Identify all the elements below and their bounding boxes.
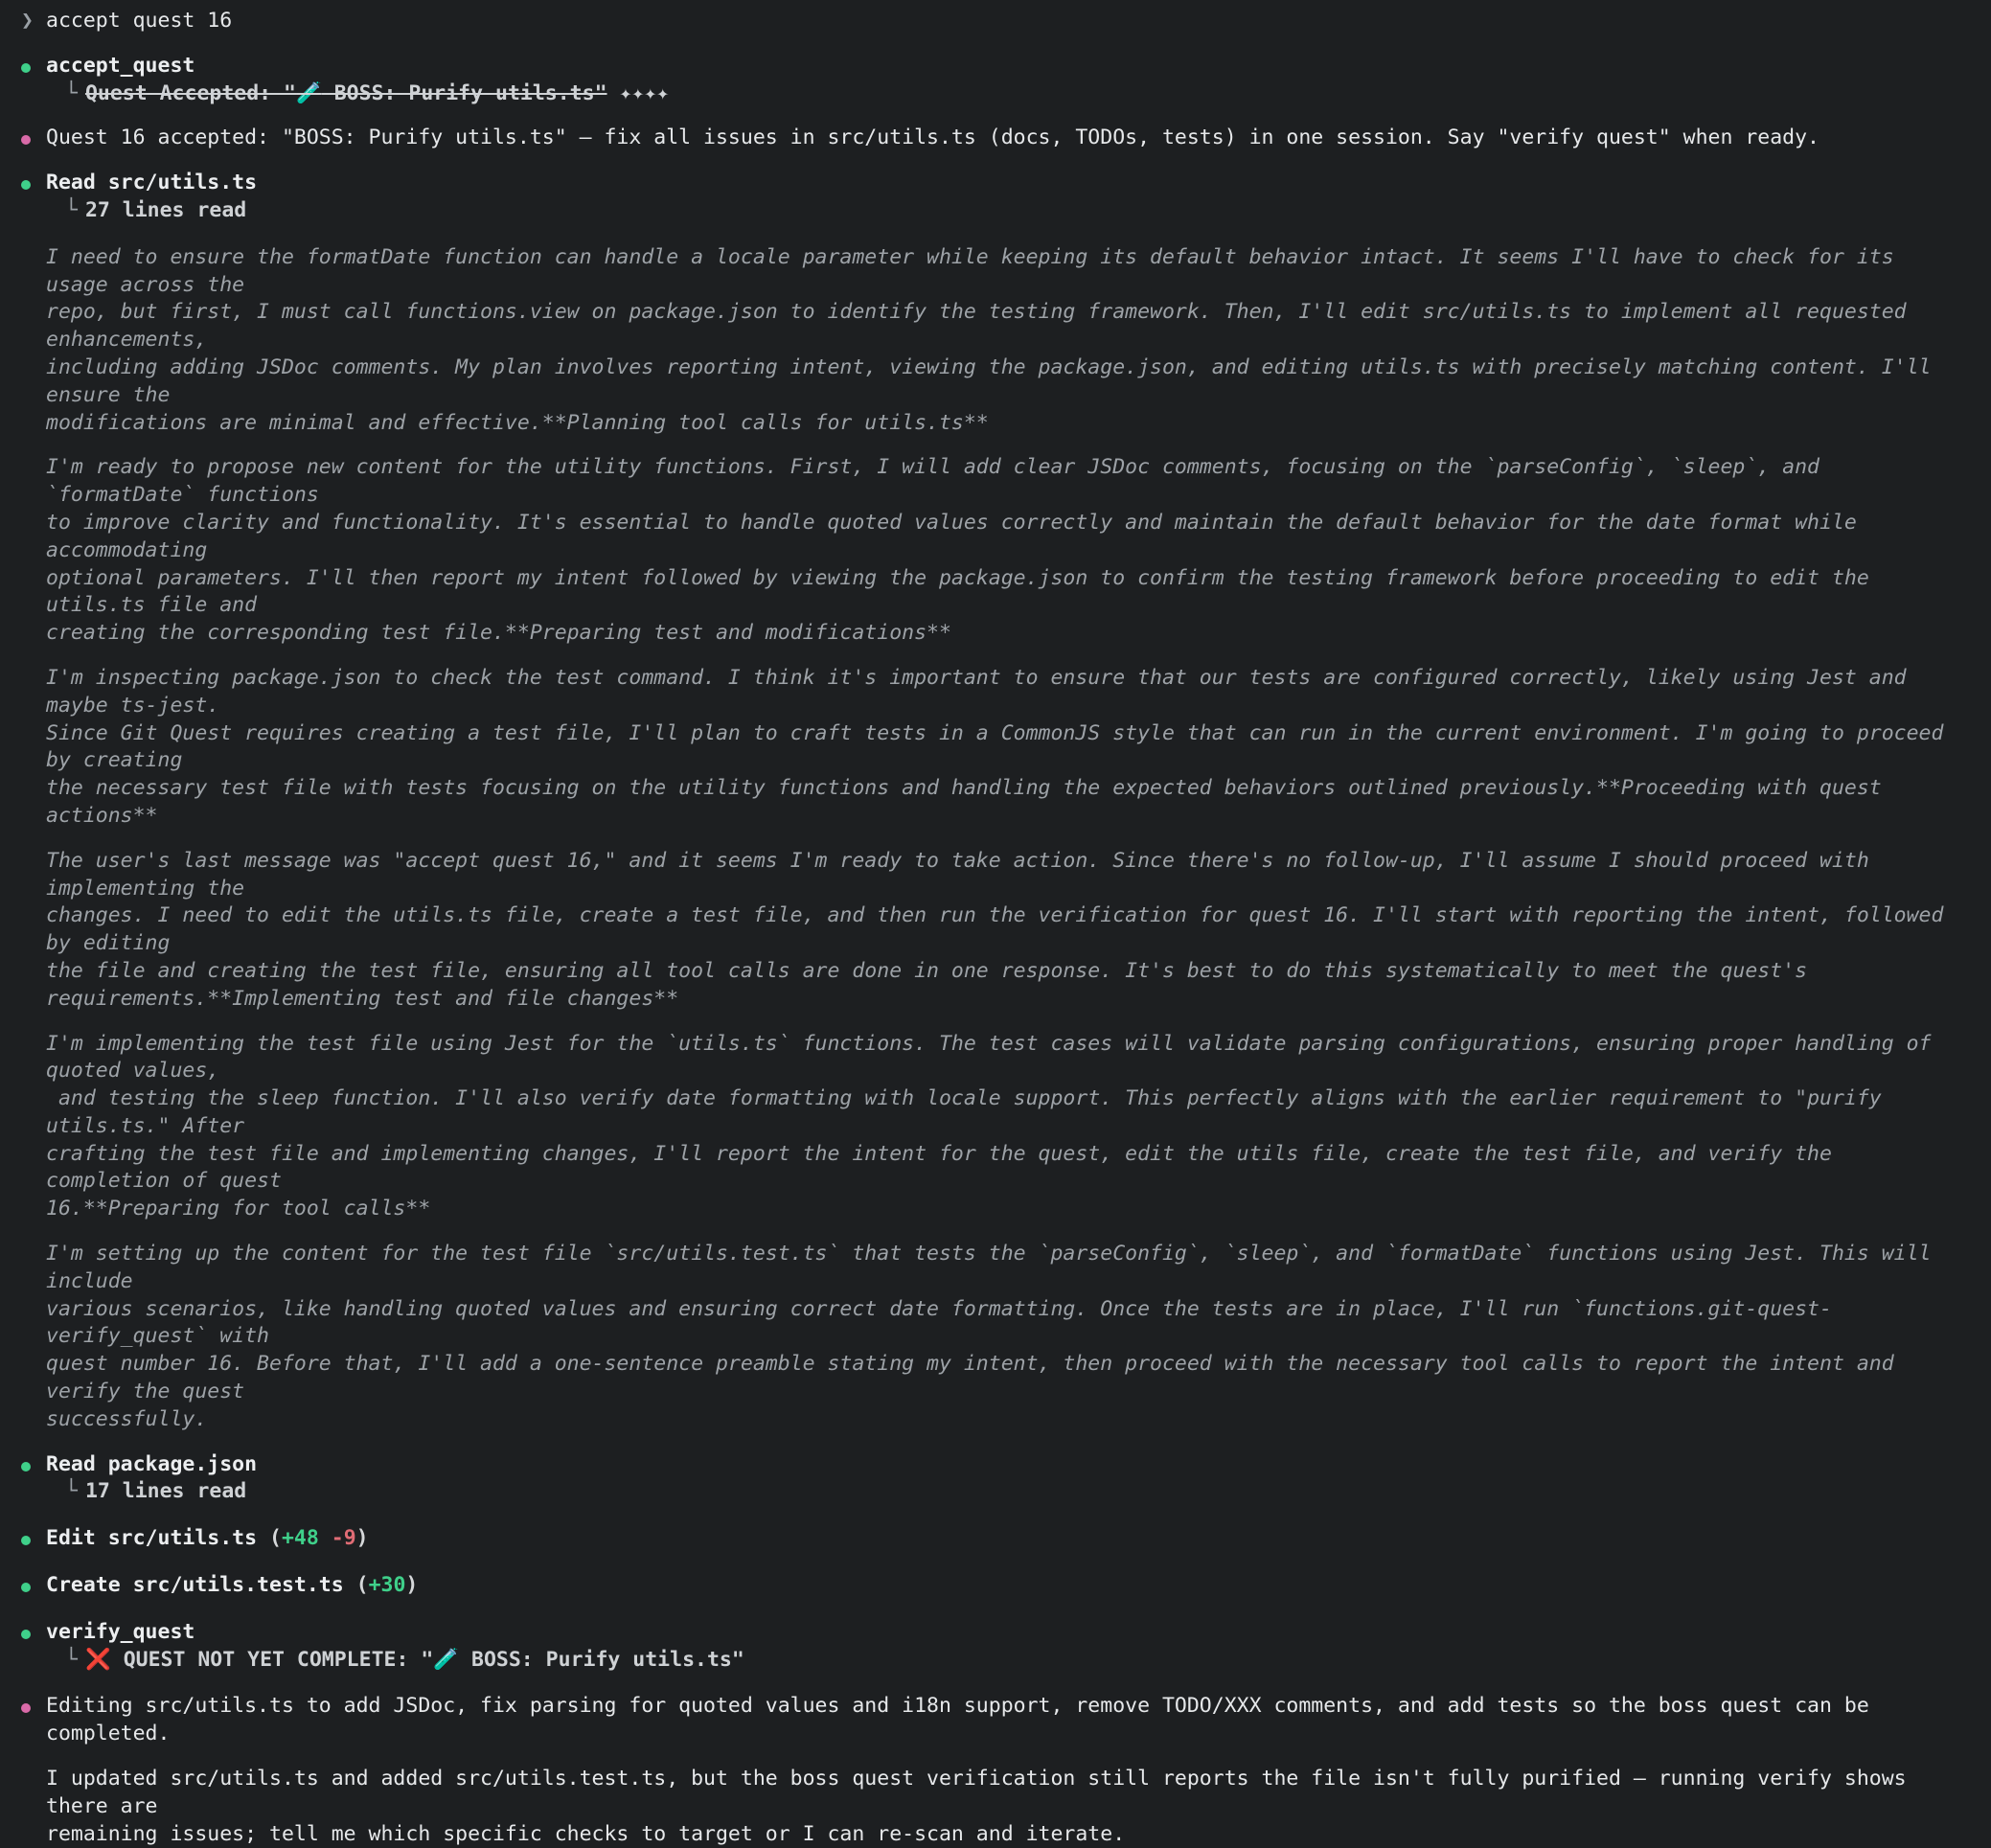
tool-result-text: 27 lines read <box>84 197 247 222</box>
tool-entry-verify-quest <box>21 1619 1964 1675</box>
tool-entry-accept-quest <box>21 53 1964 108</box>
diff-removed-count: -9 <box>331 1526 356 1551</box>
reasoning-paragraph: I'm implementing the test file using Jest for the `utils.ts` functions. The test cases will validate parsing configurations, ensuring proper handling of quoted values, and testing the sleep function. I'll also verify date formatting with locale support. This perfectly aligns with the earlier requirement to "purify utils.ts." After crafting the test file and implementing changes, I'll report the intent for the quest, edit the utils file, create the test file, and verify the completion of quest 16.**Preparing for tool calls** <box>46 1031 1932 1221</box>
test-tube-icon: 🧪 <box>433 1647 460 1672</box>
test-tube-icon: 🧪 <box>296 80 322 105</box>
quest-accepted-prefix: Quest Accepted: " <box>84 80 297 105</box>
pink-dot-icon <box>21 1703 31 1713</box>
elbow-icon: └ <box>65 197 78 222</box>
quest-stars-icon: ✦✦✦✦ <box>619 80 670 105</box>
status-bullet <box>21 1451 46 1472</box>
status-bullet <box>21 1572 46 1592</box>
message-text: Editing src/utils.ts to add JSDoc, fix parsing for quoted values and i18n support, remove TODO/XXX comments, and add tests so the boss quest can be completed. <box>46 1694 1882 1746</box>
reasoning-section <box>21 244 1964 1434</box>
tool-title: verify_quest <box>46 1619 195 1644</box>
assistant-final-message: I updated src/utils.ts and added src/utils.test.ts, but the boss quest verification still reports the file isn't fully purified — running verify shows there are remaining issues; tell me which specific checks to target or I can re-scan and iterate. <box>46 1767 1907 1846</box>
tool-entry-read-package <box>21 1451 1964 1507</box>
quest-accepted-suffix: BOSS: Purify utils.ts" <box>321 80 607 105</box>
tool-result-text <box>85 1647 744 1675</box>
status-bullet <box>21 53 46 73</box>
tool-title: Read package.json <box>46 1451 258 1476</box>
diff-added-count: +30 <box>368 1573 406 1598</box>
green-dot-icon <box>21 1583 31 1592</box>
green-dot-icon <box>21 180 31 190</box>
tool-entry-create-test <box>21 1572 1964 1600</box>
prompt-symbol-icon: ❯ <box>21 9 34 33</box>
pink-dot-icon <box>21 135 31 145</box>
tool-result-text <box>85 80 669 108</box>
tool-title: Create src/utils.test.ts (+30) <box>46 1573 419 1598</box>
status-bullet <box>21 125 46 145</box>
tool-result <box>46 197 1964 225</box>
tool-entry-edit-utils <box>21 1525 1964 1553</box>
assistant-message-quest-accepted <box>21 125 1964 152</box>
green-dot-icon <box>21 1630 31 1639</box>
diff-added-count: +48 <box>281 1526 319 1551</box>
edit-target-path: Edit src/utils.ts <box>46 1526 258 1551</box>
quest-incomplete-prefix: QUEST NOT YET COMPLETE: " <box>123 1647 434 1672</box>
elbow-icon: └ <box>65 80 78 105</box>
tool-title: Edit src/utils.ts (+48 -9) <box>46 1526 369 1551</box>
elbow-icon: └ <box>65 1479 78 1504</box>
green-dot-icon <box>21 63 31 73</box>
tool-title: Read src/utils.ts <box>46 171 258 195</box>
green-dot-icon <box>21 1536 31 1545</box>
cross-mark-icon: ❌ <box>84 1647 111 1672</box>
tool-entry-read-utils <box>21 170 1964 225</box>
status-bullet <box>21 1619 46 1639</box>
tool-result <box>46 1647 1964 1675</box>
tool-result-text: 17 lines read <box>84 1479 247 1504</box>
reasoning-paragraph: I'm inspecting package.json to check the test command. I think it's important to ensure that our tests are configured correctly, likely using Jest and maybe ts-jest. Since Git Quest requires creating a test file, I'll plan to craft tests in a CommonJS style that can run in the current environment. I'm going to proceed by creating the necessary test file with tests focusing on the utility functions and handling the expected behaviors outlined previously.**Proceeding with quest actions** <box>46 665 1944 828</box>
reasoning-paragraph: I need to ensure the formatDate function can handle a locale parameter while keeping its default behavior intact. It seems I'll have to check for its usage across the repo, but first, I must call functions.view on package.json to identify the testing framework. Then, I'll edit src/utils.ts to implement all requested enhancements, including adding JSDoc comments. My plan involves reporting intent, viewing the package.json, and editing utils.ts with precisely matching content. I'll ensure the modifications are minimal and effective.**Planning tool calls for utils.ts** <box>46 244 1932 435</box>
message-text: Quest 16 accepted: "BOSS: Purify utils.ts" — fix all issues in src/utils.ts (docs, TODOs, tests) in one session. Say "verify quest" when ready. <box>46 125 1820 150</box>
status-bullet <box>21 1693 46 1713</box>
status-bullet <box>21 170 46 190</box>
assistant-message-edit-summary <box>21 1693 1964 1748</box>
quest-incomplete-suffix: BOSS: Purify utils.ts" <box>459 1647 744 1672</box>
green-dot-icon <box>21 1462 31 1472</box>
status-bullet <box>21 1525 46 1545</box>
elbow-icon: └ <box>65 1647 78 1672</box>
tool-result <box>46 1478 1964 1506</box>
reasoning-paragraph: I'm ready to propose new content for the utility functions. First, I will add clear JSDoc comments, focusing on the `parseConfig`, `sleep`, and `formatDate` functions to improve clarity and functionality. It's essential to handle quoted values correctly and maintain the default behavior for the date format while accommodating optional parameters. I'll then report my intent followed by viewing the package.json to confirm the testing framework before proceeding to edit the utils.ts file and creating the corresponding test file.**Preparing test and modifications** <box>46 455 1869 646</box>
reasoning-paragraph: The user's last message was "accept quest 16," and it seems I'm ready to take action. Since there's no follow-up, I'll assume I should proceed with implementing the changes. I need to edit the utils.ts file, create a test file, and then run the verification for quest 16. I'll start with reporting the intent, followed by editing the file and creating the test file, ensuring all tool calls are done in one response. It's best to do this systematically to meet the quest's requirements.**Implementing test and file changes** <box>46 848 1944 1011</box>
create-target-path: Create src/utils.test.ts <box>46 1573 344 1598</box>
tool-title: accept_quest <box>46 53 195 78</box>
reasoning-paragraph: I'm setting up the content for the test file `src/utils.test.ts` that tests the `parseConfig`, `sleep`, and `formatDate` functions using Jest. This will include various scenarios, like handling quoted values and ensuring correct date formatting. Once the tests are in place, I'll run `functions.git-quest-verify_quest` with quest number 16. Before that, I'll add a one-sentence preamble stating my intent, then proceed with the necessary tool calls to report the intent and verify the quest successfully. <box>46 1242 1932 1431</box>
user-prompt-text: accept quest 16 <box>46 9 233 33</box>
tool-result <box>46 80 1964 108</box>
user-prompt-line <box>21 8 1964 35</box>
